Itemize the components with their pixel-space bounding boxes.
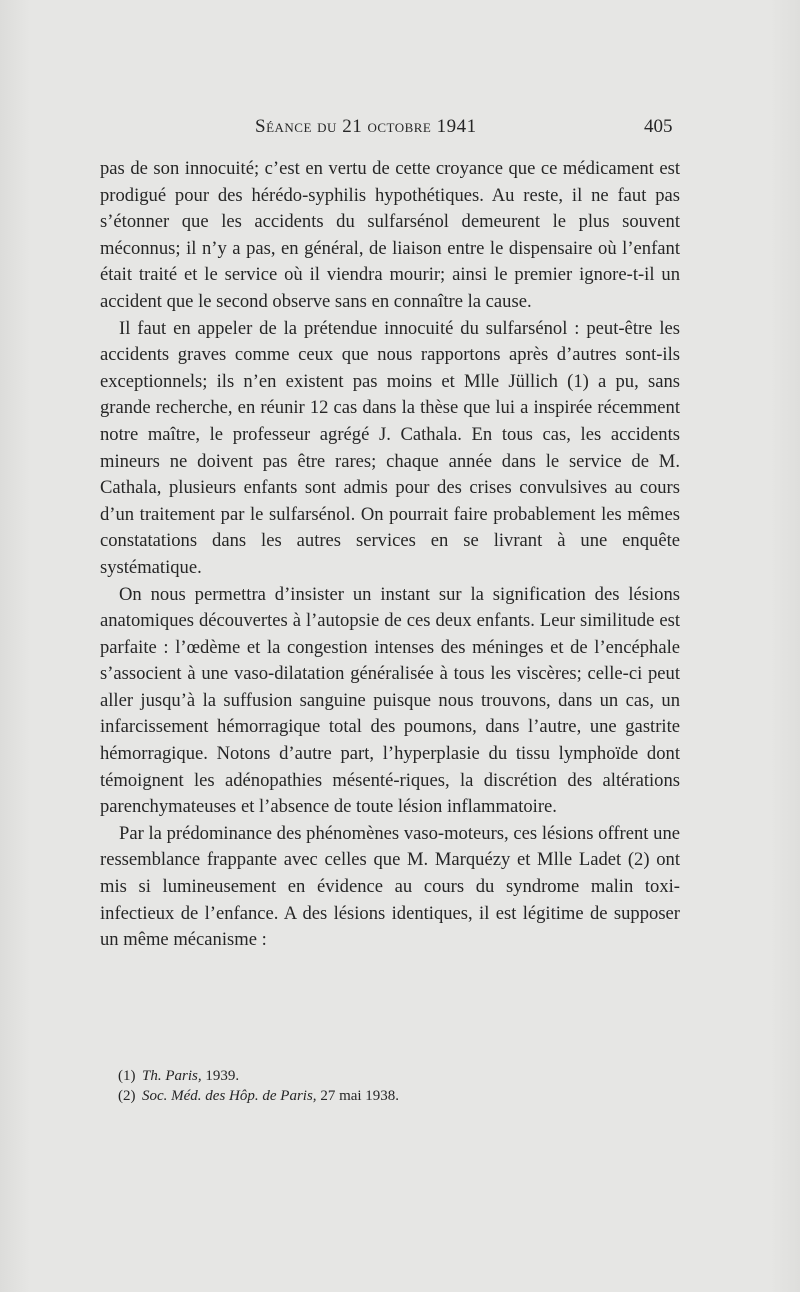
- footnote-detail: 1939.: [201, 1068, 240, 1084]
- running-title-year: 1941: [436, 116, 477, 137]
- body-text: [100, 156, 680, 954]
- paragraph-3: On nous permettra d’insister un instant sur la signification des lésions anatomiques découvertes à l’autopsie de ces deux enfants. Leur similitude est parfaite : l’œdème et la congestion intenses des méninges et de l’encéphale s’associent à une vaso-dilatation généralisée à tous les viscères; celle-ci peut aller jusqu’à la suffusion sanguine puisque nous trouvons, dans un cas, un infarcissement hémorragique total des poumons, dans l’autre, une gastrite hémorragique. Notons d’autre part, l’hyperplasie du tissu lymphoïde dont témoignent les adénopathies mésenté-riques, la discrétion des altérations parenchymateuses et l’absence de toute lésion inflammatoire.: [100, 583, 680, 818]
- paragraph-4: Par la prédominance des phénomènes vaso-moteurs, ces lésions offrent une ressemblance frappante avec celles que M. Marquézy et Mlle Ladet (2) ont mis si lumineusement en évidence au cours du syndrome malin toxi-infectieux de l’enfance. A des lésions identiques, il est légitime de supposer un même mécanisme :: [100, 822, 680, 951]
- running-title-day: 21: [342, 116, 363, 137]
- footnote-source: Th. Paris,: [142, 1068, 202, 1084]
- page-header: [0, 116, 800, 144]
- footnote-ref: (2): [118, 1088, 136, 1104]
- page-number: 405: [644, 116, 673, 137]
- footnote-source: Soc. Méd. des Hôp. de Paris,: [142, 1088, 317, 1104]
- footnote-ref: (1): [118, 1068, 136, 1084]
- footnote-detail: 27 mai 1938.: [316, 1088, 400, 1104]
- running-title-prefix: Séance du: [255, 116, 343, 137]
- footnote-2: [118, 1086, 678, 1106]
- footnote-1: [118, 1066, 678, 1086]
- running-title-month: octobre: [362, 116, 437, 137]
- running-title: [255, 116, 477, 138]
- paragraph-2: Il faut en appeler de la prétendue innocuité du sulfarsénol : peut-être les accidents graves comme ceux que nous rapportons après d’autres sont-ils exceptionnels; ils n’en existent pas moins et Mlle Jüllich (1) a pu, sans grande recherche, en réunir 12 cas dans la thèse que lui a inspirée récemment notre maître, le professeur agrégé J. Cathala. En tous cas, les accidents mineurs ne doivent pas être rares; chaque année dans le service de M. Cathala, plusieurs enfants sont admis pour des crises convulsives au cours d’un traitement par le sulfarsénol. On pourrait faire probablement les mêmes constatations dans les autres services en se livrant à une enquête systématique.: [100, 317, 680, 578]
- paragraph-1: pas de son innocuité; c’est en vertu de cette croyance que ce médicament est prodigué pour des hérédo-syphilis hypothétiques. Au reste, il ne faut pas s’étonner que les accidents du sulfarsénol demeurent le plus souvent méconnus; il n’y a pas, en général, de liaison entre le dispensaire où l’enfant était traité et le service où il viendra mourir; ainsi le premier ignore-t-il un accident que le second observe sans en connaître la cause.: [100, 158, 680, 312]
- footnotes: [118, 1066, 678, 1106]
